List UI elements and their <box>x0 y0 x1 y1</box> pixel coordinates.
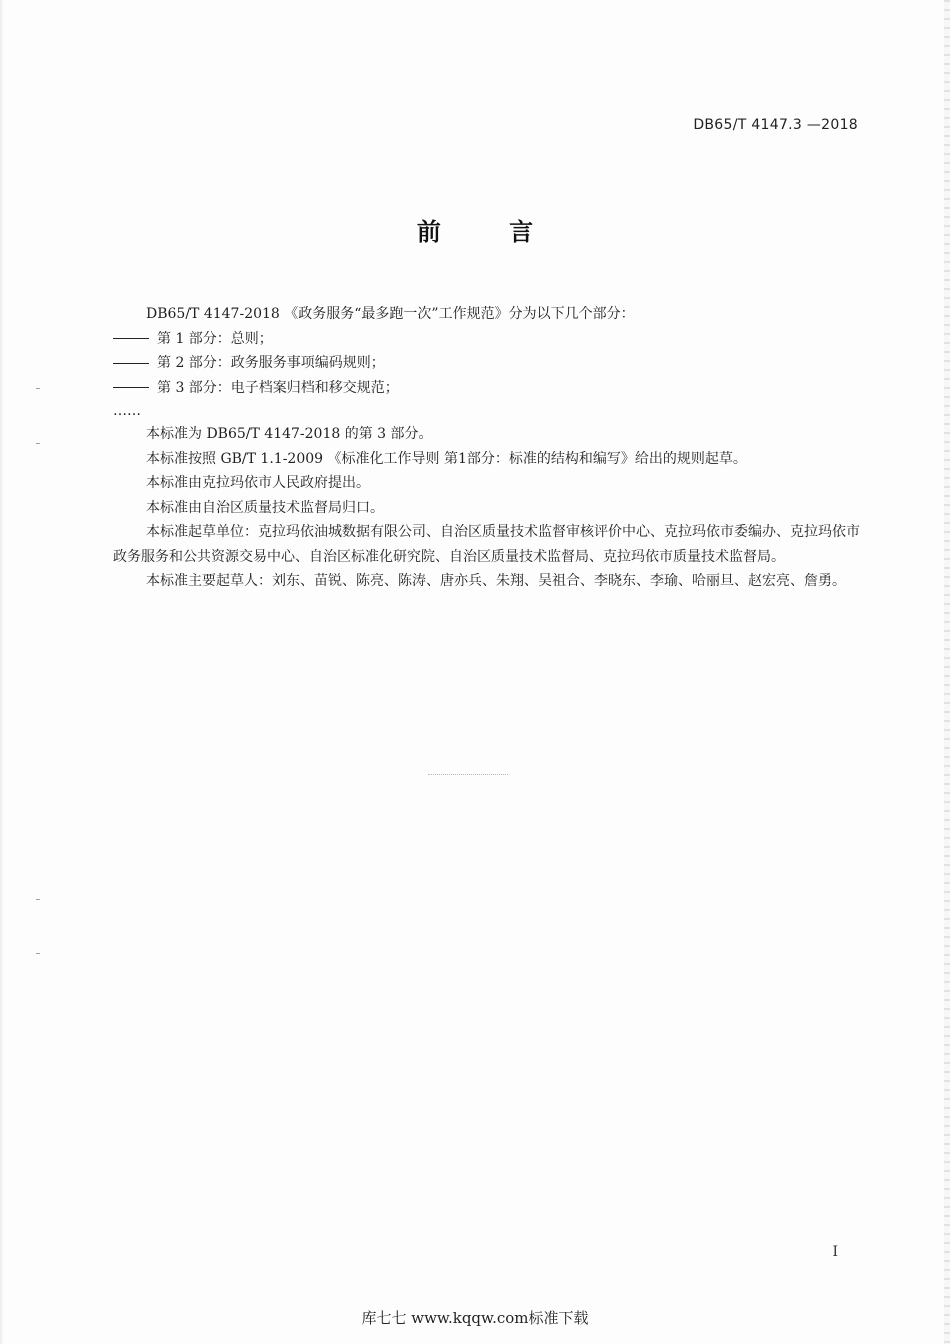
part-item-label: 第 3 部分：电子档案归档和移交规范； <box>157 379 399 396</box>
ellipsis: …… <box>113 403 141 419</box>
scan-edge-left <box>0 0 4 1344</box>
em-dash-line <box>113 387 149 388</box>
foreword-body <box>113 302 860 594</box>
em-dash-line <box>113 363 149 364</box>
scan-artifact-line <box>428 774 508 775</box>
part-item-label: 第 2 部分：政务服务事项编码规则； <box>157 355 385 371</box>
paragraph-drafting-units: 本标准起草单位：克拉玛依油城数据有限公司、自治区质量技术监督审核评价中心、克拉玛依市委编办、克拉玛依市政务服务和公共资源交易中心、自治区标准化研究院、自治区质量技术监督局、克拉玛依市质量技术监督局。 <box>113 524 860 565</box>
intro-paragraph: DB65/T 4147-2018 《政务服务“最多跑一次”工作规范》分为以下几个部分： <box>146 306 635 322</box>
page-title: 前 言 <box>416 218 564 246</box>
em-dash-line <box>113 338 149 339</box>
part-item <box>113 376 860 401</box>
part-item-label: 第 1 部分：总则； <box>157 330 273 347</box>
paragraph-drafting-rules: 本标准按照 GB/T 1.1-2009 《标准化工作导则 第1部分：标准的结构和编写》给出的规则起草。 <box>146 450 747 467</box>
footer-watermark: 库七七 www.kqqw.com标准下载 <box>361 1309 589 1327</box>
paragraph-administered-by: 本标准由自治区质量技术监督局归口。 <box>146 499 384 516</box>
part-item <box>113 351 860 376</box>
scan-edge-right <box>944 0 950 1344</box>
paragraph-part-statement: 本标准为 DB65/T 4147-2018 的第 3 部分。 <box>146 426 433 442</box>
paragraph-proposed-by: 本标准由克拉玛依市人民政府提出。 <box>146 475 370 491</box>
scan-speck <box>36 953 40 954</box>
page-number: I <box>832 1244 838 1260</box>
scan-speck <box>36 388 40 389</box>
paragraph-drafters: 本标准主要起草人：刘东、苗锐、陈亮、陈涛、唐亦兵、朱翔、吴祖合、李晓东、李瑜、哈丽旦、赵宏亮、詹勇。 <box>146 573 846 589</box>
part-item <box>113 327 860 352</box>
scan-speck <box>36 443 40 444</box>
standard-number: DB65/T 4147.3 —2018 <box>693 117 858 133</box>
scan-speck <box>36 899 40 900</box>
